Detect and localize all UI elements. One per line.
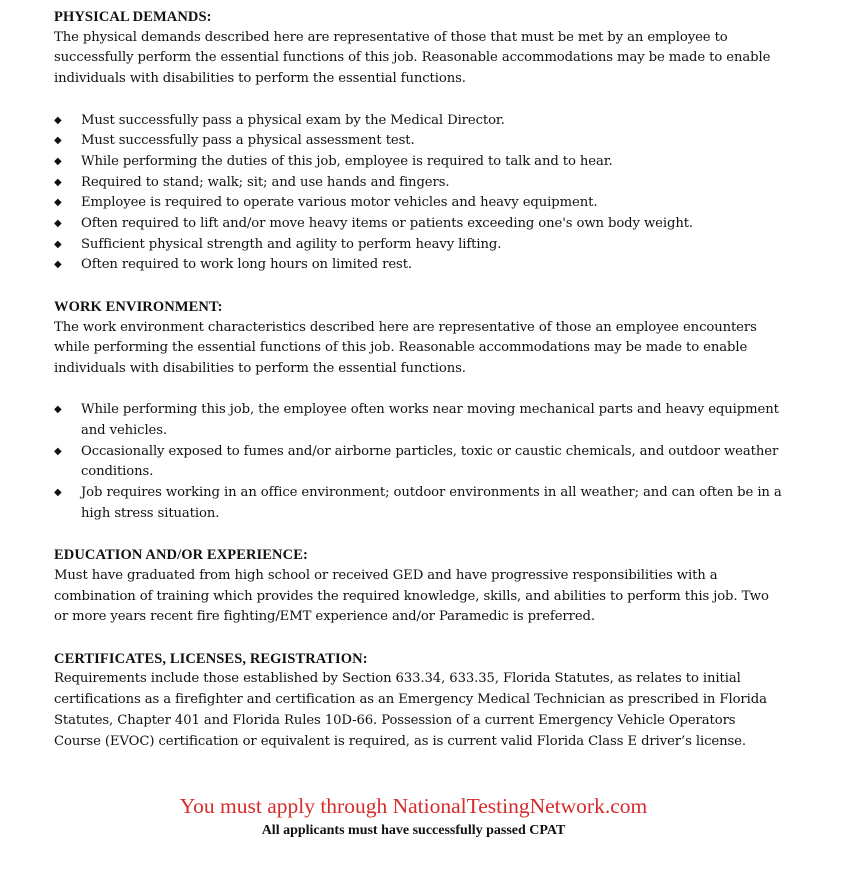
diamond-bullet-icon: ◆ (54, 135, 62, 147)
physical-demands-list (54, 111, 784, 277)
list-item-text: Occasionally exposed to fumes and/or airborne particles, toxic or caustic chemicals, and outdoor weather conditions. (81, 443, 779, 480)
diamond-bullet-icon: ◆ (54, 404, 62, 416)
list-item (54, 235, 784, 256)
list-item (54, 193, 784, 214)
certificates-section (54, 649, 784, 753)
list-item-text: While performing this job, the employee often works near moving mechanical parts and heavy equipment and vehicles. (81, 402, 779, 439)
list-item (54, 442, 784, 483)
document-page (54, 7, 784, 773)
list-item (54, 131, 784, 152)
diamond-bullet-icon: ◆ (54, 197, 62, 209)
list-item (54, 111, 784, 132)
work-environment-section (54, 297, 784, 525)
list-item-text: Often required to lift and/or move heavy items or patients exceeding one's own body weight. (81, 216, 694, 232)
work-environment-list (54, 400, 784, 524)
apply-link[interactable]: You must apply through NationalTestingNetwork.com (179, 794, 648, 818)
list-item-text: Employee is required to operate various motor vehicles and heavy equipment. (81, 195, 598, 211)
list-item-text: Sufficient physical strength and agility to perform heavy lifting. (81, 236, 502, 252)
list-item-text: While performing the duties of this job, employee is required to talk and to hear. (81, 153, 613, 169)
diamond-bullet-icon: ◆ (54, 487, 62, 499)
diamond-bullet-icon: ◆ (54, 238, 62, 250)
cpat-requirement-note: All applicants must have successfully passed CPAT (261, 823, 566, 838)
diamond-bullet-icon: ◆ (54, 259, 62, 271)
certificates-body: Requirements include those established by Section 633.34, 633.35, Florida Statutes, as relates to initial certifications as a firefighter and certification as an Emergency Medical Technician as prescribed in Florida Statutes, Chapter 401 and Florida Rules 10D-66. Possession of a current Emergency Vehicle Operators Course (EVOC) certification or equivalent is required, as is current valid Florida Class E driver’s license. (54, 671, 767, 749)
diamond-bullet-icon: ◆ (54, 155, 62, 167)
list-item-text: Must successfully pass a physical assessment test. (81, 133, 415, 149)
certificates-heading: CERTIFICATES, LICENSES, REGISTRATION: (54, 650, 368, 667)
education-body: Must have graduated from high school or received GED and have progressive responsibilities with a combination of training which provides the required knowledge, skills, and abilities to perform this job. Two or more years recent fire fighting/EMT experience and/or Paramedic is preferred. (54, 567, 769, 625)
list-item (54, 152, 784, 173)
diamond-bullet-icon: ◆ (54, 176, 62, 188)
list-item-text: Often required to work long hours on limited rest. (81, 257, 412, 273)
list-item-text: Required to stand; walk; sit; and use hands and fingers. (81, 174, 450, 190)
work-environment-intro: The work environment characteristics described here are representative of those an employee encounters while performing the essential functions of this job. Reasonable accommodations may be made to enable individuals with disabilities to perform the essential functions. (54, 319, 757, 376)
list-item-text: Job requires working in an office environment; outdoor environments in all weather; and can often be in a high stress situation. (81, 485, 782, 521)
diamond-bullet-icon: ◆ (54, 445, 62, 457)
physical-demands-heading: PHYSICAL DEMANDS: (54, 9, 212, 25)
diamond-bullet-icon: ◆ (54, 114, 62, 126)
physical-demands-intro: The physical demands described here are representative of those that must be met by an employee to successfully perform the essential functions of this job. Reasonable accommodations may be made to enable individuals with disabilities to perform the essential functions. (54, 29, 771, 87)
work-environment-heading: WORK ENVIRONMENT: (54, 298, 223, 315)
list-item (54, 255, 784, 276)
education-section (54, 545, 784, 628)
list-item (54, 173, 784, 194)
list-item-text: Must successfully pass a physical exam by the Medical Director. (81, 112, 505, 128)
list-item (54, 483, 784, 524)
list-item (54, 214, 784, 235)
physical-demands-section (54, 7, 784, 276)
education-heading: EDUCATION AND/OR EXPERIENCE: (54, 547, 308, 564)
list-item (54, 400, 784, 441)
diamond-bullet-icon: ◆ (54, 218, 62, 230)
